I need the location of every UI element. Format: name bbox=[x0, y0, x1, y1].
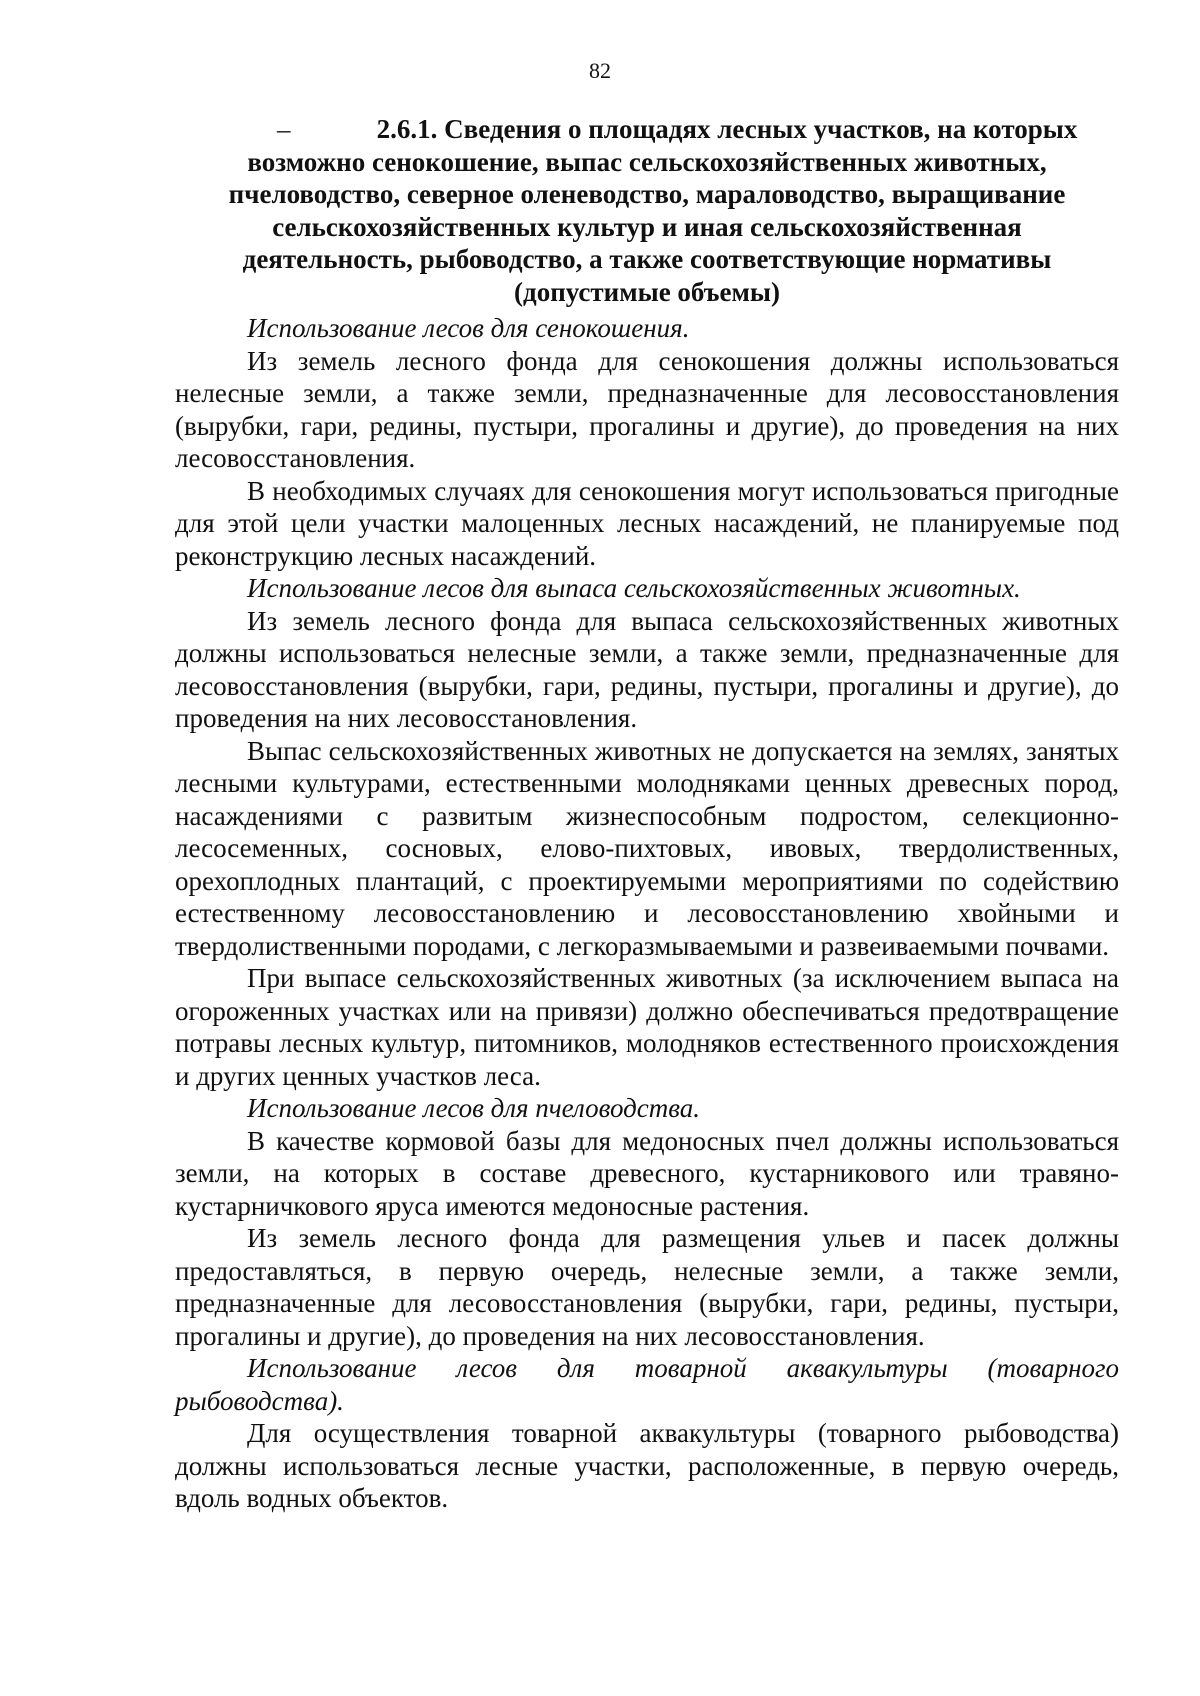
heading-rest: возможно сенокошение, выпас сельскохозяйственных животных, пчеловодство, северное оленеводство, мараловодство, выращивание сельскохозяйственных культур и иная сельскохозяйственная деятельность, рыбоводство, а также соответствующие нормативы (допустимые объемы) bbox=[228, 146, 1066, 307]
paragraph: В качестве кормовой базы для медоносных пчел должны использоваться земли, на которых в составе древесного, кустарникового или травяно-кустарничкового яруса имеются медоносные растения. bbox=[175, 1125, 1119, 1221]
subsection-title-haymaking: Использование лесов для сенокошения. bbox=[247, 313, 690, 343]
paragraph: Выпас сельскохозяйственных животных не допускается на землях, занятых лесными культурами, естественными молодняками ценных древесных пород, насаждениями с развитым жизнеспособным подростом, селекционно-лесосеменных, сосновых, елово-пихтовых, ивовых, твердолиственных, орехоплодных плантаций, с проектируемыми мероприятиями по содействию естественному лесовосстановлению и лесовосстановлению хвойными и твердолиственными породами, с легкоразмываемыми и развеиваемыми почвами. bbox=[175, 735, 1119, 961]
heading-dash: – bbox=[277, 114, 291, 144]
page-content bbox=[175, 113, 1119, 1515]
paragraph: Из земель лесного фонда для сенокошения должны использоваться нелесные земли, а также земли, предназначенные для лесовосстановления (вырубки, гари, редины, пустыри, прогалины и другие), до проведения на них лесовосстановления. bbox=[175, 345, 1119, 473]
paragraph: Из земель лесного фонда для выпаса сельскохозяйственных животных должны использоваться нелесные земли, а также земли, предназначенные для лесовосстановления (вырубки, гари, редины, пустыри, прогалины и другие), до проведения на них лесовосстановления. bbox=[175, 605, 1119, 733]
subsection-title-aquaculture: Использование лесов для товарной аквакультуры (товарного рыбоводства). bbox=[175, 1353, 1119, 1416]
page-number: 82 bbox=[589, 58, 611, 83]
section-heading bbox=[175, 113, 1119, 308]
heading-line-1: 2.6.1. Сведения о площадях лесных участков, на которых bbox=[376, 114, 1078, 144]
paragraph: При выпасе сельскохозяйственных животных (за исключением выпаса на огороженных участках или на привязи) должно обеспечиваться предотвращение потравы лесных культур, питомников, молодняков естественного происхождения и других ценных участков леса. bbox=[175, 963, 1119, 1091]
paragraph: Из земель лесного фонда для размещения ульев и пасек должны предоставляться, в первую очередь, нелесные земли, а также земли, предназначенные для лесовосстановления (вырубки, гари, редины, пустыри, прогалины и другие), до проведения на них лесовосстановления. bbox=[175, 1223, 1119, 1351]
subsection-title-grazing: Использование лесов для выпаса сельскохозяйственных животных. bbox=[247, 573, 1021, 603]
paragraph: В необходимых случаях для сенокошения могут использоваться пригодные для этой цели участки малоценных лесных насаждений, не планируемые под реконструкцию лесных насаждений. bbox=[175, 475, 1119, 571]
paragraph: Для осуществления товарной аквакультуры (товарного рыбоводства) должны использоваться лесные участки, расположенные, в первую очередь, вдоль водных объектов. bbox=[175, 1418, 1119, 1513]
subsection-title-beekeeping: Использование лесов для пчеловодства. bbox=[247, 1093, 701, 1123]
